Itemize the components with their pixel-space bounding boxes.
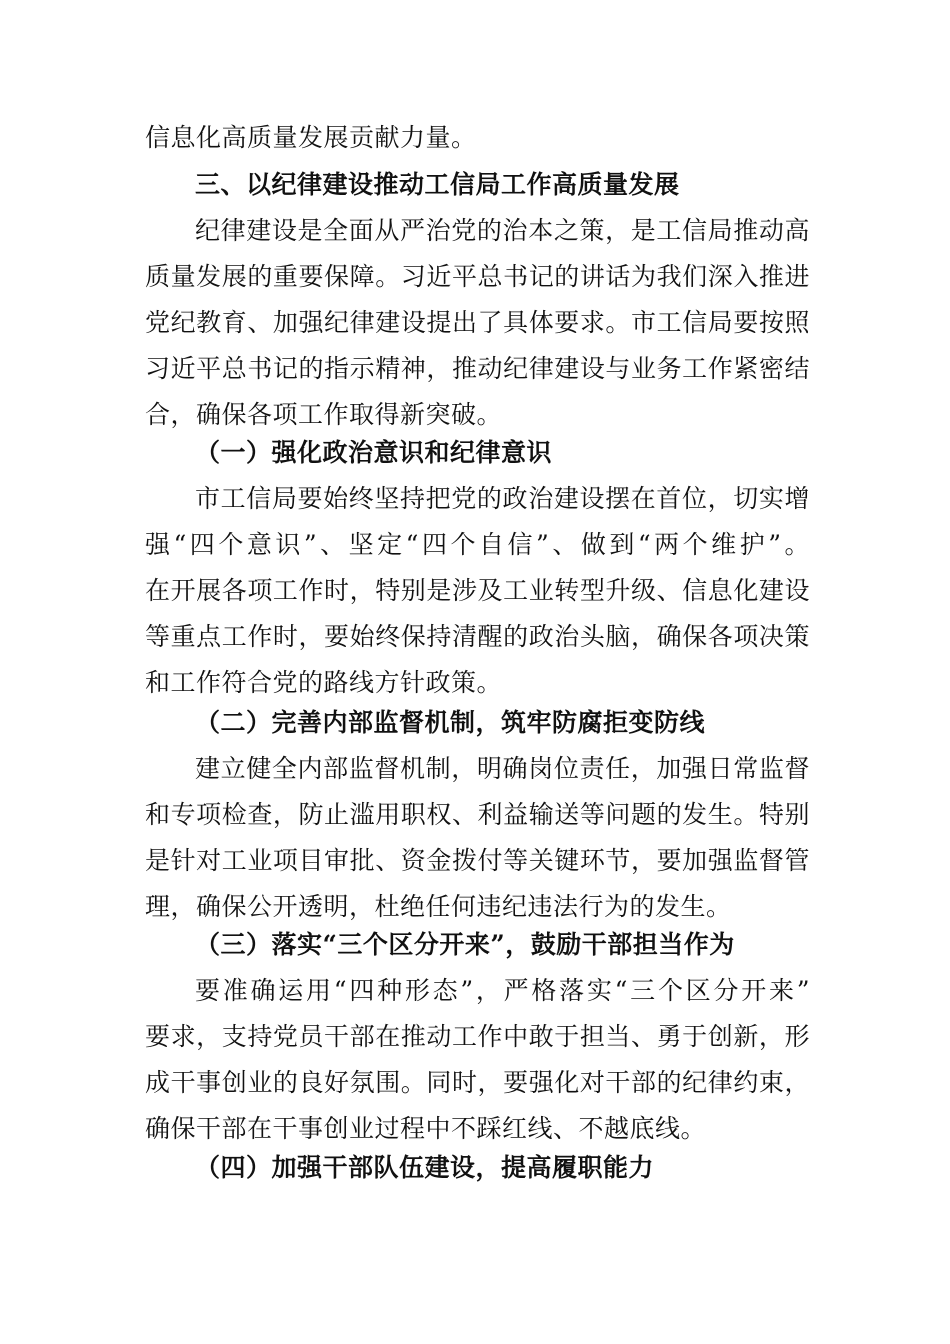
paragraph-line: 要求，支持党员干部在推动工作中敢于担当、勇于创新，形 (145, 1022, 810, 1051)
paragraph-line: 是针对工业项目审批、资金拨付等关键环节，要加强监督管 (145, 846, 810, 875)
paragraph-line: 等重点工作时，要始终保持清醒的政治头脑，确保各项决策 (145, 622, 810, 651)
paragraph-line: 在开展各项工作时，特别是涉及工业转型升级、信息化建设 (145, 576, 810, 605)
paragraph-line: 质量发展的重要保障。习近平总书记的讲话为我们深入推进 (145, 262, 810, 291)
paragraph-line: 党纪教育、加强纪律建设提出了具体要求。市工信局要按照 (145, 308, 810, 337)
paragraph-line: 信息化高质量发展贡献力量。 (145, 123, 477, 152)
paragraph-line: 强“四个意识”、坚定“四个自信”、做到“两个维护”。 (145, 530, 810, 559)
subsection-heading-4: （四）加强干部队伍建设，提高履职能力 (195, 1153, 655, 1182)
paragraph-line: 习近平总书记的指示精神，推动纪律建设与业务工作紧密结 (145, 354, 810, 383)
subsection-heading-2: （二）完善内部监督机制，筑牢防腐拒变防线 (195, 708, 706, 737)
section-heading: 三、以纪律建设推动工信局工作高质量发展 (195, 170, 680, 199)
subsection-heading-1: （一）强化政治意识和纪律意识 (195, 438, 553, 467)
paragraph-line: 理，确保公开透明，杜绝任何违纪违法行为的发生。 (145, 892, 732, 921)
paragraph-line: 和工作符合党的路线方针政策。 (145, 668, 503, 697)
subsection-heading-3: （三）落实“三个区分开来”，鼓励干部担当作为 (195, 930, 735, 959)
paragraph-line: 市工信局要始终坚持把党的政治建设摆在首位，切实增 (195, 484, 810, 513)
paragraph-line: 合，确保各项工作取得新突破。 (145, 400, 503, 429)
paragraph-line: 成干事创业的良好氛围。同时，要强化对干部的纪律约束， (145, 1068, 810, 1097)
paragraph-line: 要准确运用“四种形态”，严格落实“三个区分开来” (195, 976, 810, 1005)
paragraph-line: 纪律建设是全面从严治党的治本之策，是工信局推动高 (195, 216, 810, 245)
paragraph-line: 确保干部在干事创业过程中不踩红线、不越底线。 (145, 1114, 707, 1143)
paragraph-line: 和专项检查，防止滥用职权、利益输送等问题的发生。特别 (145, 800, 810, 829)
paragraph-line: 建立健全内部监督机制，明确岗位责任，加强日常监督 (195, 754, 810, 783)
